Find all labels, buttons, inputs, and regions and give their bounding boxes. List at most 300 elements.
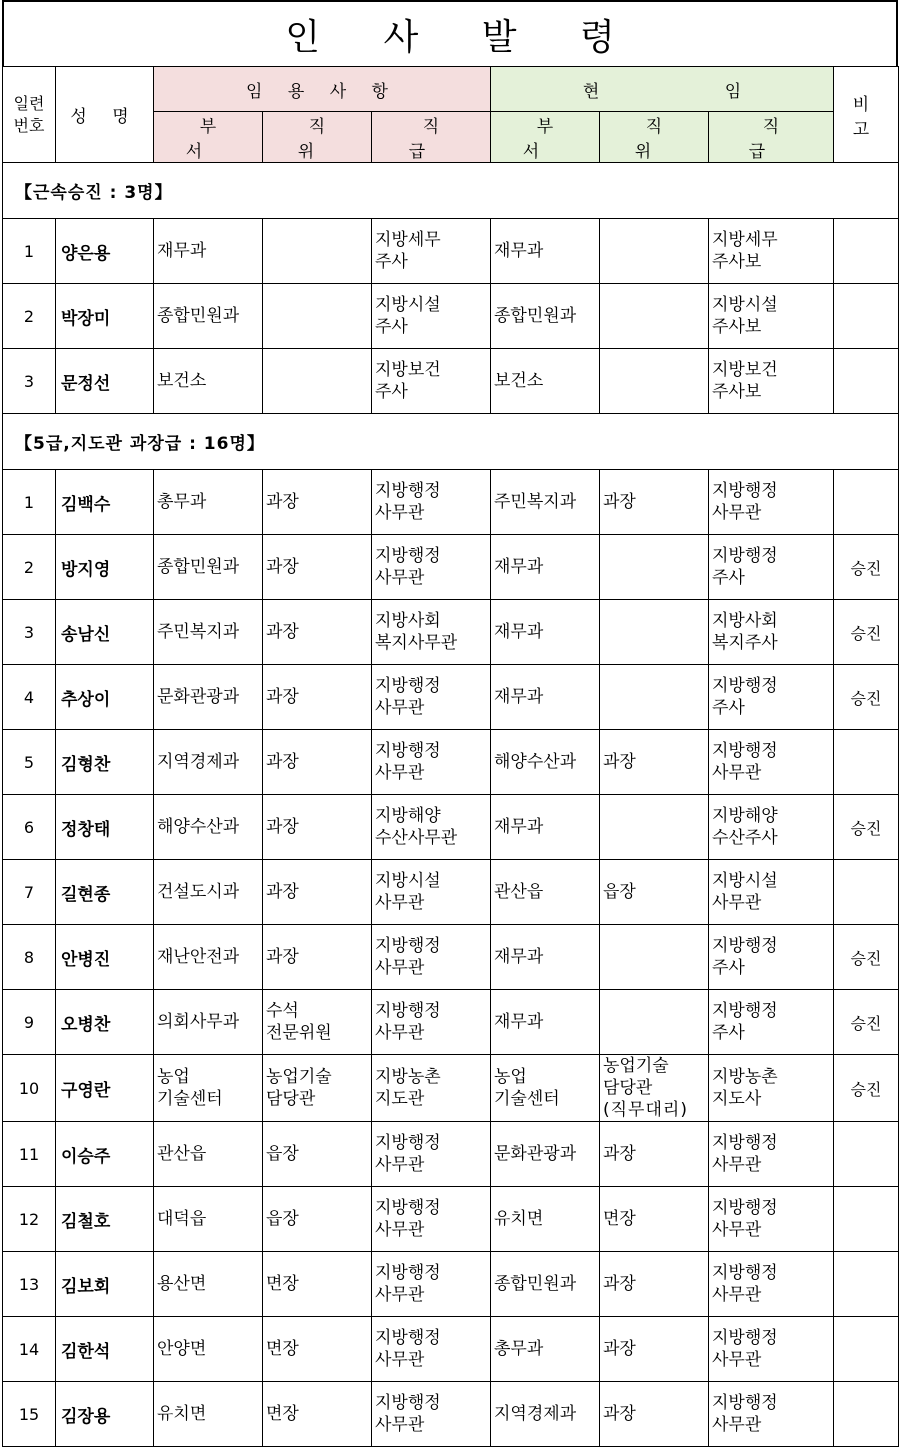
appointment-dept-line: 종합민원과 [157, 306, 240, 326]
current-grade-line: 주사보 [712, 382, 762, 402]
appointment-position-cell [263, 470, 372, 535]
current-grade-line: 사무관 [712, 1285, 762, 1305]
note-cell [834, 284, 899, 349]
section-label: 【근속승진 : 3명】 [3, 163, 899, 219]
current-dept-line: 총무과 [494, 1339, 544, 1359]
current-grade-line: 사무관 [712, 1155, 762, 1175]
appointment-dept-line: 용산면 [157, 1274, 207, 1294]
current-dept-header: 부 서 [491, 112, 600, 163]
current-dept-cell [491, 925, 600, 990]
appointment-dept-line: 대덕읍 [157, 1209, 207, 1229]
current-position-line: 농업기술 [603, 1056, 669, 1076]
appointment-dept-cell [154, 1252, 263, 1317]
note-cell [834, 860, 899, 925]
current-position-cell [600, 535, 709, 600]
current-grade-line: 사무관 [712, 503, 762, 523]
appointment-position-line: 농업기술 [266, 1067, 332, 1087]
personnel-table [2, 66, 899, 1447]
person-name: 문정선 [56, 349, 154, 414]
current-grade-line: 지방사회 [712, 611, 778, 631]
current-grade-line: 지방농촌 [712, 1067, 778, 1087]
table-row [3, 535, 899, 600]
appointment-grade-line: 지방행정 [375, 1001, 441, 1021]
appointment-grade-cell [372, 795, 491, 860]
appointment-position-cell [263, 1317, 372, 1382]
current-position-cell [600, 860, 709, 925]
person-name: 추상이 [56, 665, 154, 730]
appointment-grade-line: 사무관 [375, 698, 425, 718]
current-grade-cell [709, 730, 834, 795]
current-dept-cell [491, 1122, 600, 1187]
current-grade-cell [709, 1252, 834, 1317]
current-grade-line: 지방행정 [712, 1393, 778, 1413]
person-name: 이승주 [56, 1122, 154, 1187]
current-position-line: 면장 [603, 1209, 636, 1229]
serial-number: 8 [3, 925, 56, 990]
appointment-dept-line: 재난안전과 [157, 947, 240, 967]
appointment-dept-line: 지역경제과 [157, 752, 240, 772]
appointment-grade-line: 사무관 [375, 958, 425, 978]
appointment-position-line: 담당관 [266, 1089, 316, 1109]
current-position-line: 읍장 [603, 882, 636, 902]
current-dept-cell [491, 795, 600, 860]
serial-header-line: 일련 [13, 93, 45, 113]
appointment-grade-line: 지방시설 [375, 871, 441, 891]
current-position-cell [600, 795, 709, 860]
table-row [3, 925, 899, 990]
serial-header [3, 67, 56, 163]
appointment-dept-line: 유치면 [157, 1404, 207, 1424]
serial-number: 14 [3, 1317, 56, 1382]
table-row [3, 470, 899, 535]
current-grade-line: 지방해양 [712, 806, 778, 826]
appointment-grade-line: 주사 [375, 252, 408, 272]
current-dept-cell [491, 990, 600, 1055]
current-dept-cell [491, 665, 600, 730]
note-cell [834, 219, 899, 284]
appointment-position-line: 읍장 [266, 1144, 299, 1164]
current-dept-line: 재무과 [494, 1012, 544, 1032]
current-grade-line: 지방행정 [712, 481, 778, 501]
current-dept-cell [491, 1055, 600, 1122]
appointment-grade-line: 지방행정 [375, 546, 441, 566]
current-dept-line: 문화관광과 [494, 1144, 577, 1164]
table-row [3, 600, 899, 665]
appointment-grade-line: 지방행정 [375, 1393, 441, 1413]
document-title: 인 사 발 령 [2, 0, 898, 66]
appointment-position-cell [263, 535, 372, 600]
table-row [3, 860, 899, 925]
current-dept-cell [491, 470, 600, 535]
appointment-grade-line: 사무관 [375, 503, 425, 523]
person-name: 양은용 [56, 219, 154, 284]
note-cell: 승진 [834, 600, 899, 665]
appointment-grade-line: 사무관 [375, 893, 425, 913]
current-grade-cell [709, 284, 834, 349]
current-dept-cell [491, 730, 600, 795]
current-position-line: 과장 [603, 1144, 636, 1164]
appointment-grade-line: 지방세무 [375, 230, 441, 250]
current-grade-line: 지방행정 [712, 676, 778, 696]
appointment-dept-line: 안양면 [157, 1339, 207, 1359]
serial-number: 1 [3, 470, 56, 535]
current-position-line: 담당관 [603, 1078, 653, 1098]
appointment-position-line: 과장 [266, 817, 299, 837]
current-dept-cell [491, 284, 600, 349]
appointment-grade-line: 지방행정 [375, 741, 441, 761]
current-grade-cell [709, 600, 834, 665]
appointment-position-cell [263, 730, 372, 795]
current-dept-line: 종합민원과 [494, 1274, 577, 1294]
appointment-grade-cell [372, 665, 491, 730]
current-position-cell [600, 1187, 709, 1252]
appointment-grade-line: 지방행정 [375, 481, 441, 501]
appointment-dept-cell [154, 860, 263, 925]
appointment-grade-line: 지방행정 [375, 1263, 441, 1283]
current-grade-line: 지방행정 [712, 1328, 778, 1348]
appointment-position-line: 과장 [266, 492, 299, 512]
appointment-grade-line: 지방행정 [375, 676, 441, 696]
appointment-grade-line: 지도관 [375, 1089, 425, 1109]
current-grade-header: 직 급 [709, 112, 834, 163]
table-row [3, 284, 899, 349]
current-grade-line: 지방행정 [712, 1198, 778, 1218]
section-label: 【5급,지도관 과장급 : 16명】 [3, 414, 899, 470]
current-grade-line: 지방행정 [712, 1001, 778, 1021]
current-dept-line: 기술센터 [494, 1089, 560, 1109]
appointment-grade-line: 사무관 [375, 568, 425, 588]
current-position-cell [600, 470, 709, 535]
appointment-dept-cell [154, 600, 263, 665]
current-grade-cell [709, 925, 834, 990]
person-name: 정창태 [56, 795, 154, 860]
appointment-position-cell [263, 1055, 372, 1122]
person-name: 오병찬 [56, 990, 154, 1055]
current-grade-line: 사무관 [712, 893, 762, 913]
appointment-grade-line: 사무관 [375, 1023, 425, 1043]
appointment-grade-line: 사무관 [375, 1415, 425, 1435]
table-row [3, 1317, 899, 1382]
serial-number: 12 [3, 1187, 56, 1252]
appointment-dept-line: 문화관광과 [157, 687, 240, 707]
appointment-grade-line: 지방농촌 [375, 1067, 441, 1087]
appointment-dept-cell [154, 470, 263, 535]
current-grade-cell [709, 1187, 834, 1252]
appointment-position-line: 면장 [266, 1339, 299, 1359]
serial-number: 10 [3, 1055, 56, 1122]
appointment-grade-cell [372, 470, 491, 535]
current-position-cell [600, 1317, 709, 1382]
appointment-dept-line: 주민복지과 [157, 622, 240, 642]
current-position-cell [600, 1122, 709, 1187]
current-position-cell [600, 665, 709, 730]
person-name: 김철호 [56, 1187, 154, 1252]
current-dept-cell [491, 1252, 600, 1317]
appointment-grade-line: 사무관 [375, 763, 425, 783]
appointment-position-line: 과장 [266, 687, 299, 707]
current-dept-line: 재무과 [494, 241, 544, 261]
current-grade-line: 주사 [712, 698, 745, 718]
current-grade-line: 주사보 [712, 252, 762, 272]
current-grade-line: 지방세무 [712, 230, 778, 250]
appointment-position-cell [263, 1187, 372, 1252]
current-position-cell [600, 730, 709, 795]
serial-number: 11 [3, 1122, 56, 1187]
table-row [3, 219, 899, 284]
current-position-line: 과장 [603, 492, 636, 512]
current-grade-cell [709, 990, 834, 1055]
table-row [3, 1122, 899, 1187]
current-dept-cell [491, 535, 600, 600]
table-row [3, 349, 899, 414]
appointment-dept-cell [154, 284, 263, 349]
current-grade-line: 지방시설 [712, 295, 778, 315]
current-position-cell [600, 219, 709, 284]
serial-number: 2 [3, 535, 56, 600]
person-name: 방지영 [56, 535, 154, 600]
note-cell: 승진 [834, 535, 899, 600]
table-row [3, 730, 899, 795]
serial-number: 1 [3, 219, 56, 284]
appointment-grade-line: 지방사회 [375, 611, 441, 631]
current-grade-line: 지방행정 [712, 546, 778, 566]
section-row [3, 163, 899, 219]
current-dept-line: 관산읍 [494, 882, 544, 902]
current-dept-line: 재무과 [494, 687, 544, 707]
current-grade-line: 지방행정 [712, 936, 778, 956]
current-position-cell [600, 600, 709, 665]
appointment-grade-line: 수산사무관 [375, 828, 458, 848]
appointment-position-line: 전문위원 [266, 1023, 332, 1043]
appointment-header: 임 용 사 항 [154, 67, 491, 112]
serial-number: 3 [3, 349, 56, 414]
appointment-position-line: 과장 [266, 752, 299, 772]
serial-number: 5 [3, 730, 56, 795]
note-cell [834, 1317, 899, 1382]
current-position-header: 직 위 [600, 112, 709, 163]
appointment-grade-line: 지방행정 [375, 1133, 441, 1153]
appointment-grade-line: 사무관 [375, 1220, 425, 1240]
appointment-dept-cell [154, 730, 263, 795]
appointment-position-header: 직 위 [263, 112, 372, 163]
current-grade-line: 주사 [712, 958, 745, 978]
appointment-dept-cell [154, 219, 263, 284]
appointment-dept-line: 해양수산과 [157, 817, 240, 837]
appointment-grade-line: 복지사무관 [375, 633, 458, 653]
current-grade-line: 지방시설 [712, 871, 778, 891]
appointment-grade-cell [372, 1055, 491, 1122]
appointment-dept-cell [154, 1055, 263, 1122]
appointment-grade-line: 주사 [375, 382, 408, 402]
person-name: 안병진 [56, 925, 154, 990]
appointment-grade-line: 지방해양 [375, 806, 441, 826]
appointment-dept-cell [154, 1122, 263, 1187]
current-grade-cell [709, 470, 834, 535]
appointment-position-cell [263, 219, 372, 284]
current-position-line: 과장 [603, 1274, 636, 1294]
table-row [3, 990, 899, 1055]
current-grade-line: 지방행정 [712, 1133, 778, 1153]
appointment-position-line: 과장 [266, 947, 299, 967]
appointment-dept-line: 농업 [157, 1067, 190, 1087]
person-name: 김형찬 [56, 730, 154, 795]
appointment-grade-cell [372, 219, 491, 284]
current-position-line: 과장 [603, 1404, 636, 1424]
appointment-position-line: 과장 [266, 882, 299, 902]
appointment-dept-cell [154, 1187, 263, 1252]
current-dept-line: 재무과 [494, 557, 544, 577]
appointment-position-cell [263, 1122, 372, 1187]
table-row [3, 1252, 899, 1317]
serial-number: 4 [3, 665, 56, 730]
current-grade-cell [709, 1317, 834, 1382]
person-name: 송남신 [56, 600, 154, 665]
appointment-position-cell [263, 665, 372, 730]
current-dept-cell [491, 219, 600, 284]
note-cell [834, 1252, 899, 1317]
table-row [3, 795, 899, 860]
person-name: 김장용 [56, 1382, 154, 1447]
current-dept-line: 보건소 [494, 371, 544, 391]
appointment-position-cell [263, 925, 372, 990]
current-grade-line: 지방행정 [712, 741, 778, 761]
current-dept-cell [491, 1317, 600, 1382]
appointment-dept-cell [154, 665, 263, 730]
appointment-grade-cell [372, 1122, 491, 1187]
appointment-position-line: 과장 [266, 557, 299, 577]
appointment-dept-cell [154, 349, 263, 414]
name-header: 성 명 [56, 67, 154, 163]
note-cell: 승진 [834, 990, 899, 1055]
current-dept-cell [491, 600, 600, 665]
note-cell [834, 1122, 899, 1187]
current-dept-cell [491, 1187, 600, 1252]
appointment-position-line: 읍장 [266, 1209, 299, 1229]
appointment-dept-cell [154, 1317, 263, 1382]
appointment-position-line: 면장 [266, 1404, 299, 1424]
current-grade-cell [709, 1122, 834, 1187]
appointment-grade-line: 사무관 [375, 1155, 425, 1175]
appointment-position-line: 과장 [266, 622, 299, 642]
current-position-line: 과장 [603, 1339, 636, 1359]
current-position-cell [600, 1055, 709, 1122]
current-dept-line: 재무과 [494, 947, 544, 967]
appointment-grade-cell [372, 349, 491, 414]
current-grade-line: 사무관 [712, 1220, 762, 1240]
current-grade-line: 주사 [712, 1023, 745, 1043]
current-grade-cell [709, 349, 834, 414]
appointment-dept-cell [154, 795, 263, 860]
current-dept-line: 농업 [494, 1067, 527, 1087]
appointment-grade-line: 지방행정 [375, 936, 441, 956]
appointment-position-cell [263, 860, 372, 925]
current-grade-cell [709, 219, 834, 284]
current-grade-cell [709, 535, 834, 600]
appointment-position-cell [263, 795, 372, 860]
serial-number: 13 [3, 1252, 56, 1317]
appointment-dept-header: 부 서 [154, 112, 263, 163]
appointment-position-cell [263, 349, 372, 414]
current-grade-cell [709, 665, 834, 730]
section-row [3, 414, 899, 470]
current-dept-line: 유치면 [494, 1209, 544, 1229]
serial-number: 6 [3, 795, 56, 860]
appointment-dept-line: 보건소 [157, 371, 207, 391]
appointment-dept-line: 재무과 [157, 241, 207, 261]
current-grade-line: 주사보 [712, 317, 762, 337]
current-dept-line: 재무과 [494, 622, 544, 642]
appointment-dept-line: 건설도시과 [157, 882, 240, 902]
current-position-cell [600, 284, 709, 349]
serial-number: 7 [3, 860, 56, 925]
current-dept-line: 주민복지과 [494, 492, 577, 512]
appointment-grade-cell [372, 730, 491, 795]
appointment-position-cell [263, 600, 372, 665]
appointment-position-line: 면장 [266, 1274, 299, 1294]
note-cell: 승진 [834, 1055, 899, 1122]
appointment-dept-line: 종합민원과 [157, 557, 240, 577]
appointment-dept-line: 기술센터 [157, 1089, 223, 1109]
appointment-position-cell [263, 284, 372, 349]
appointment-dept-cell [154, 990, 263, 1055]
current-dept-line: 재무과 [494, 817, 544, 837]
appointment-position-cell [263, 990, 372, 1055]
appointment-dept-line: 총무과 [157, 492, 207, 512]
current-grade-line: 사무관 [712, 763, 762, 783]
current-dept-line: 해양수산과 [494, 752, 577, 772]
current-grade-line: 지방행정 [712, 1263, 778, 1283]
current-grade-line: 주사 [712, 568, 745, 588]
current-position-cell [600, 925, 709, 990]
current-position-cell [600, 349, 709, 414]
note-cell [834, 1187, 899, 1252]
appointment-grade-cell [372, 535, 491, 600]
serial-header-line: 번호 [13, 115, 45, 135]
current-dept-line: 지역경제과 [494, 1404, 577, 1424]
appointment-grade-line: 사무관 [375, 1285, 425, 1305]
appointment-grade-cell [372, 990, 491, 1055]
appointment-dept-cell [154, 925, 263, 990]
person-name: 박장미 [56, 284, 154, 349]
current-grade-line: 사무관 [712, 1350, 762, 1370]
appointment-dept-cell [154, 535, 263, 600]
appointment-grade-cell [372, 925, 491, 990]
current-grade-line: 지방보건 [712, 360, 778, 380]
note-cell [834, 470, 899, 535]
current-grade-cell [709, 1055, 834, 1122]
current-grade-line: 지도사 [712, 1089, 762, 1109]
current-grade-line: 사무관 [712, 1415, 762, 1435]
appointment-grade-line: 사무관 [375, 1350, 425, 1370]
person-name: 김백수 [56, 470, 154, 535]
appointment-dept-line: 관산읍 [157, 1144, 207, 1164]
current-dept-cell [491, 349, 600, 414]
person-name: 구영란 [56, 1055, 154, 1122]
appointment-grade-line: 주사 [375, 317, 408, 337]
note-cell: 승진 [834, 925, 899, 990]
current-dept-line: 종합민원과 [494, 306, 577, 326]
note-header: 비 고 [834, 67, 899, 163]
person-name: 김한석 [56, 1317, 154, 1382]
note-cell: 승진 [834, 665, 899, 730]
appointment-grade-line: 지방시설 [375, 295, 441, 315]
current-grade-cell [709, 795, 834, 860]
table-row [3, 665, 899, 730]
appointment-grade-cell [372, 1187, 491, 1252]
serial-number: 2 [3, 284, 56, 349]
table-row [3, 1055, 899, 1122]
appointment-grade-line: 지방행정 [375, 1328, 441, 1348]
